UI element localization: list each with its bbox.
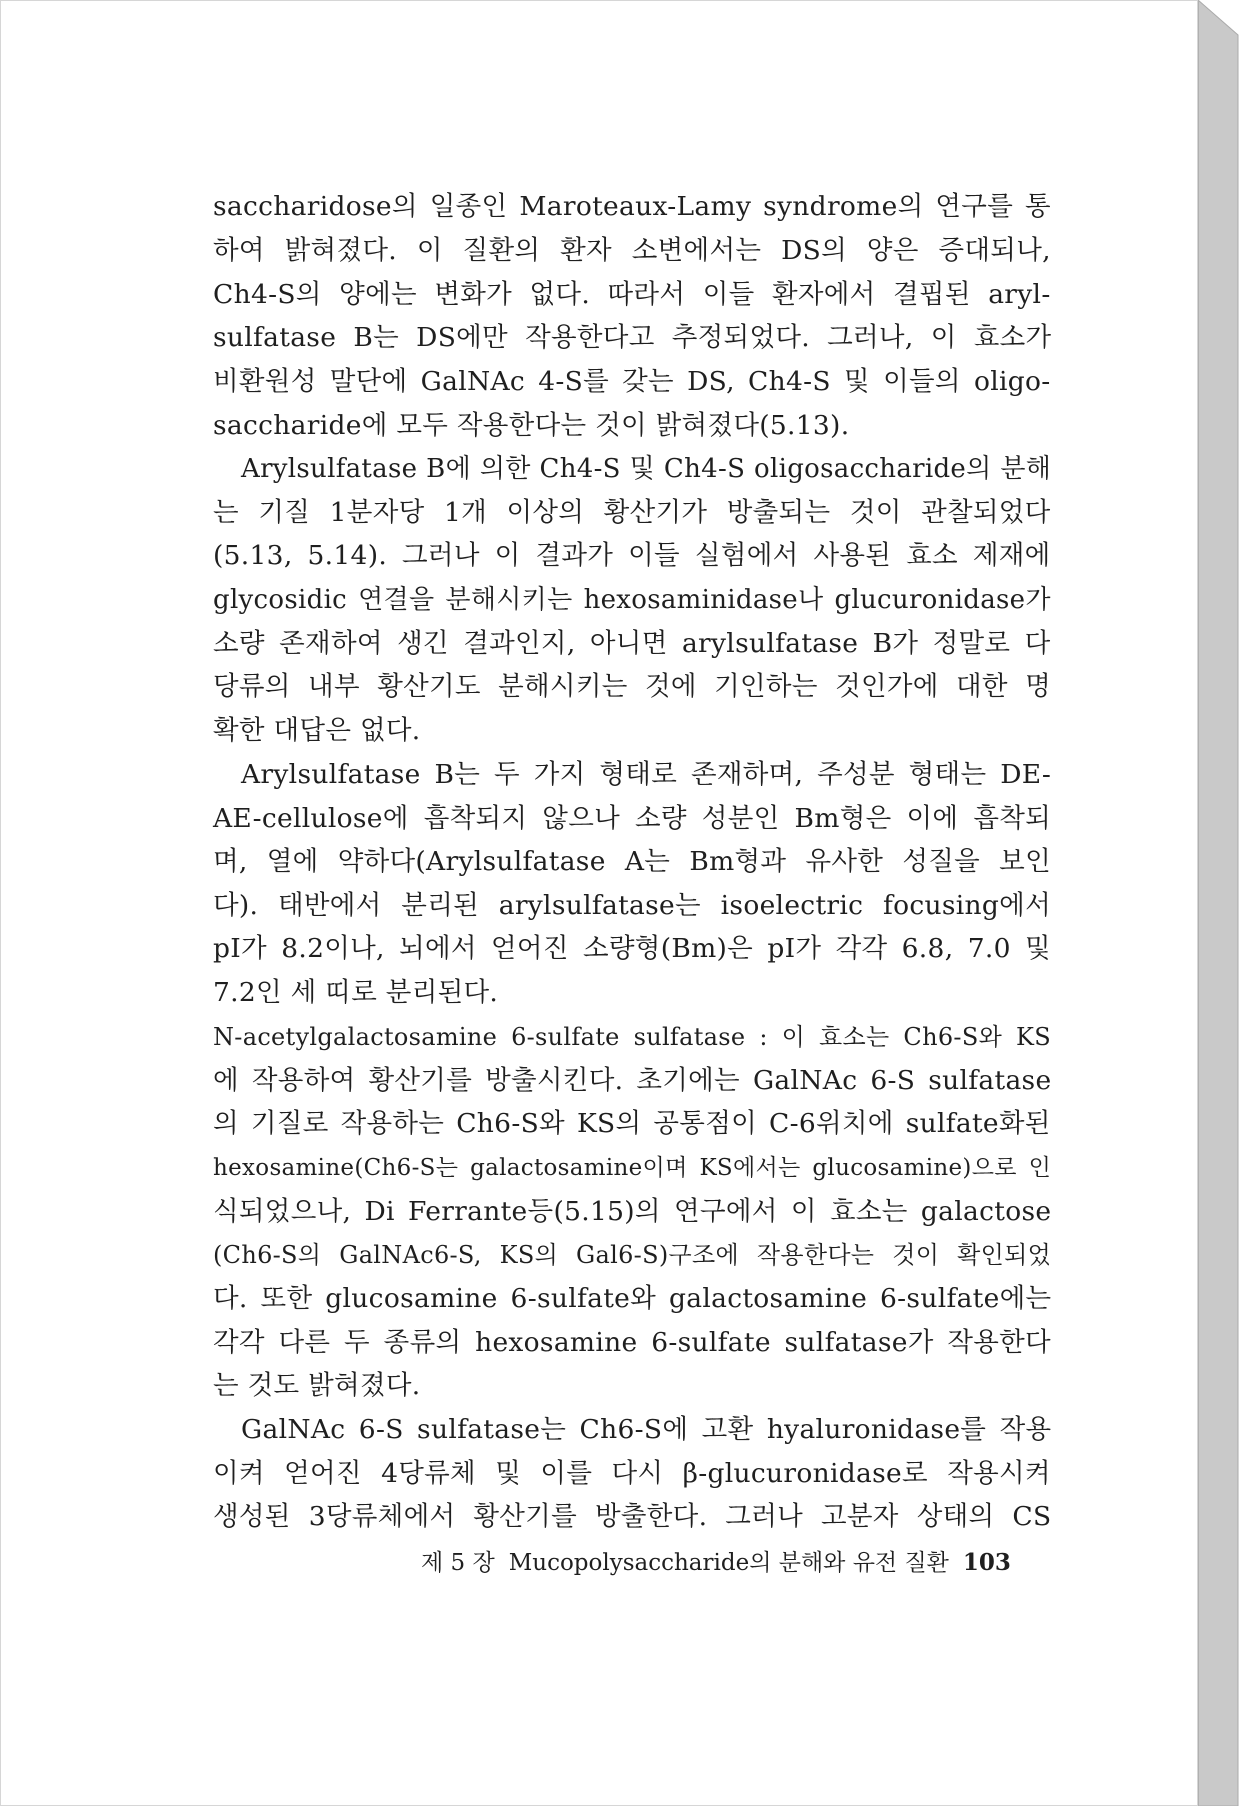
line-text: 각각 다른 두 종류의 hexosamine 6-sulfate sulfatase가 작용한다: [213, 1327, 1051, 1358]
text-line: [213, 842, 1051, 882]
text-line: [213, 1497, 1051, 1537]
line-text: hexosamine(Ch6-S는 galactosamine이며 KS에서는 glucosamine)으로 인: [213, 1155, 1052, 1181]
text-line: [213, 231, 1051, 271]
line-text: Ch4-S의 양에는 변화가 없다. 따라서 이들 환자에서 결핍된 aryl-: [213, 279, 1051, 310]
text-line: [213, 406, 1051, 446]
text-line: [213, 493, 1051, 533]
text-line: [213, 1061, 1051, 1101]
text-line: [213, 362, 1051, 402]
text-line: [213, 449, 1051, 489]
line-text: saccharide에 모두 작용한다는 것이 밝혀졌다(5.13).: [213, 410, 850, 441]
text-line: [213, 711, 1051, 751]
line-text: 이켜 얻어진 4당류체 및 이를 다시 β-glucuronidase로 작용시켜: [213, 1458, 1051, 1489]
line-text: 하여 밝혀졌다. 이 질환의 환자 소변에서는 DS의 양은 증대되나,: [213, 235, 1051, 266]
line-text: GalNAc 6-S sulfatase는 Ch6-S에 고환 hyaluronidase를 작용: [241, 1414, 1052, 1445]
line-text: 식되었으나, Di Ferrante등(5.15)의 연구에서 이 효소는 galactose: [213, 1196, 1052, 1227]
text-line: [213, 187, 1051, 227]
text-line: [213, 536, 1051, 576]
line-text: 소량 존재하여 생긴 결과인지, 아니면 arylsulfatase B가 정말로 다: [213, 628, 1051, 659]
text-line: [213, 886, 1051, 926]
text-line: [213, 580, 1051, 620]
text-line: [213, 667, 1051, 707]
text-line: [213, 318, 1051, 358]
text-line: [213, 799, 1051, 839]
line-text: 7.2인 세 띠로 분리된다.: [213, 977, 499, 1008]
text-line: [213, 1148, 1051, 1188]
line-text: 는 것도 밝혀졌다.: [213, 1370, 421, 1401]
line-text: 당류의 내부 황산기도 분해시키는 것에 기인하는 것인가에 대한 명: [213, 671, 1052, 702]
line-text: 며, 열에 약하다(Arylsulfatase A는 Bm형과 유사한 성질을 보인: [213, 846, 1051, 877]
page-footer: [421, 1545, 1021, 1581]
line-text: saccharidose의 일종인 Maroteaux-Lamy syndrome의 연구를 통: [213, 191, 1051, 222]
line-text: (Ch6-S의 GalNAc6-S, KS의 Gal6-S)구조에 작용한다는 것이 확인되었: [213, 1241, 1052, 1269]
line-text: glycosidic 연결을 분해시키는 hexosaminidase나 glucuronidase가: [213, 585, 1051, 615]
line-text: 의 기질로 작용하는 Ch6-S와 KS의 공통점이 C-6위치에 sulfate화된: [213, 1108, 1051, 1139]
chapter-title: Mucopolysaccharide의 분해와 유전 질환: [508, 1550, 949, 1576]
page-stack-edge: [1198, 0, 1259, 1806]
line-text: pI가 8.2이나, 뇌에서 얻어진 소량형(Bm)은 pI가 각각 6.8, 7.0 및: [213, 933, 1051, 964]
line-text: 생성된 3당류체에서 황산기를 방출한다. 그러나 고분자 상태의 CS: [213, 1501, 1052, 1532]
line-text: N-acetylgalactosamine 6-sulfate sulfatase : 이 효소는 Ch6-S와 KS: [213, 1023, 1051, 1051]
section-heading-line: [213, 1017, 1051, 1057]
text-line: [213, 929, 1051, 969]
line-text: AE-cellulose에 흡착되지 않으나 소량 성분인 Bm형은 이에 흡착되: [213, 803, 1052, 834]
text-line: [213, 1323, 1051, 1363]
line-text: Arylsulfatase B에 의한 Ch4-S 및 Ch4-S oligosaccharide의 분해: [241, 454, 1052, 484]
page-number: 103: [962, 1549, 1011, 1576]
text-line: [213, 1454, 1051, 1494]
line-text: Arylsulfatase B는 두 가지 형태로 존재하며, 주성분 형태는 DE-: [241, 759, 1052, 790]
text-line: [213, 1192, 1051, 1232]
text-line: [213, 1235, 1051, 1275]
line-text: 다. 또한 glucosamine 6-sulfate와 galactosamine 6-sulfate에는: [213, 1283, 1052, 1314]
text-line: [213, 1410, 1051, 1450]
text-line: [213, 1279, 1051, 1319]
chapter-label: 제 5 장: [421, 1550, 495, 1576]
text-line: [213, 755, 1051, 795]
line-text: sulfatase B는 DS에만 작용한다고 추정되었다. 그러나, 이 효소가: [213, 322, 1052, 353]
line-text: 다). 태반에서 분리된 arylsulfatase는 isoelectric focusing에서: [213, 890, 1051, 921]
line-text: 에 작용하여 황산기를 방출시킨다. 초기에는 GalNAc 6-S sulfatase: [213, 1065, 1052, 1096]
line-text: 확한 대답은 없다.: [213, 715, 421, 746]
text-line: [213, 624, 1051, 664]
text-line: [213, 973, 1051, 1013]
line-text: (5.13, 5.14). 그러나 이 결과가 이들 실험에서 사용된 효소 제재에: [213, 540, 1051, 571]
line-text: 는 기질 1분자당 1개 이상의 황산기가 방출되는 것이 관찰되었다: [213, 497, 1051, 528]
text-line: [213, 275, 1051, 315]
text-line: [213, 1366, 1051, 1406]
text-line: [213, 1104, 1051, 1144]
line-text: 비환원성 말단에 GalNAc 4-S를 갖는 DS, Ch4-S 및 이들의 oligo-: [213, 366, 1051, 397]
